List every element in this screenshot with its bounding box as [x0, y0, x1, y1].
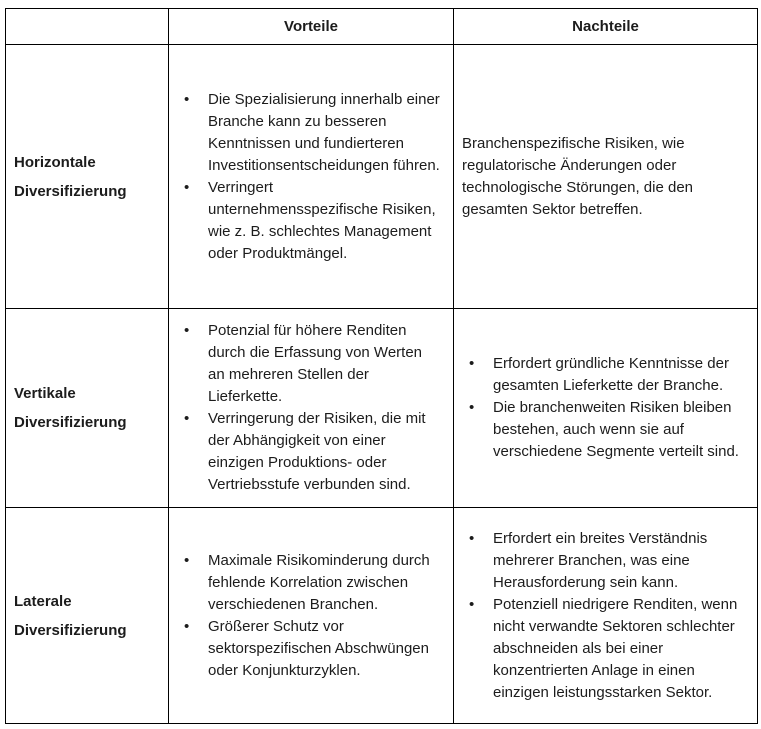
nachteile-bullet-list [454, 353, 757, 463]
vorteile-bullet-list [169, 320, 453, 496]
bullet-item: • Potenzial für höhere Renditen durch die Erfassung von Werten an mehreren Stellen der Lieferkette. [169, 320, 453, 408]
row-label-line: Horizontale [14, 153, 96, 171]
bullet-item: • Erfordert gründliche Kenntnisse der gesamten Lieferkette der Branche. [454, 353, 757, 397]
nachteile-cell [454, 45, 758, 309]
row-label-line: Diversifizierung [14, 621, 127, 639]
row-label-cell [6, 309, 169, 508]
bullet-item: • Die branchenweiten Risiken bleiben bestehen, auch wenn sie auf verschiedene Segmente verteilt sind. [454, 397, 757, 463]
vorteile-bullet-list [169, 89, 453, 265]
nachteile-cell [454, 309, 758, 508]
nachteile-cell [454, 508, 758, 724]
vorteile-cell [169, 508, 454, 724]
bullet-item: • Verringert unternehmensspezifische Risiken, wie z. B. schlechtes Management oder Produktmängel. [169, 177, 453, 265]
bullet-item: • Die Spezialisierung innerhalb einer Branche kann zu besseren Kenntnissen und fundierteren Investitionsentscheidungen führen. [169, 89, 453, 177]
bullet-item: • Erfordert ein breites Verständnis mehrerer Branchen, was eine Herausforderung sein kann. [454, 528, 757, 594]
vorteile-bullet-list [169, 550, 453, 682]
nachteile-bullet-list [454, 528, 757, 704]
row-label-line: Diversifizierung [14, 414, 127, 431]
header-nachteile: Nachteile [454, 9, 758, 45]
table-row [6, 309, 758, 508]
header-vorteile: Vorteile [169, 9, 454, 45]
header-row [6, 9, 758, 45]
table-body [6, 45, 758, 724]
vorteile-cell [169, 45, 454, 309]
bullet-item: • Potenziell niedrigere Renditen, wenn nicht verwandte Sektoren schlechter abschneiden als bei einer konzentrierten Anlage in einen einzigen leistungsstarken Sektor. [454, 594, 757, 704]
row-label-line: Laterale [14, 592, 72, 610]
bullet-item: • Größerer Schutz vor sektorspezifischen Abschwüngen oder Konjunkturzyklen. [169, 616, 453, 682]
nachteile-paragraph: Branchenspezifische Risiken, wie regulatorische Änderungen oder technologische Störungen, die den gesamten Sektor betreffen. [462, 134, 694, 218]
row-label-line: Vertikale [14, 385, 76, 402]
row-label-cell [6, 508, 169, 724]
vorteile-cell [169, 309, 454, 508]
row-label-line: Diversifizierung [14, 182, 127, 200]
table-row [6, 45, 758, 309]
bullet-item: • Verringerung der Risiken, die mit der Abhängigkeit von einer einzigen Produktions- oder Vertriebsstufe verbunden sind. [169, 408, 453, 496]
diversification-table [5, 8, 758, 724]
bullet-item: • Maximale Risikominderung durch fehlende Korrelation zwischen verschiedenen Branchen. [169, 550, 453, 616]
row-label-cell [6, 45, 169, 309]
header-empty-cell [6, 9, 169, 45]
table-row [6, 508, 758, 724]
